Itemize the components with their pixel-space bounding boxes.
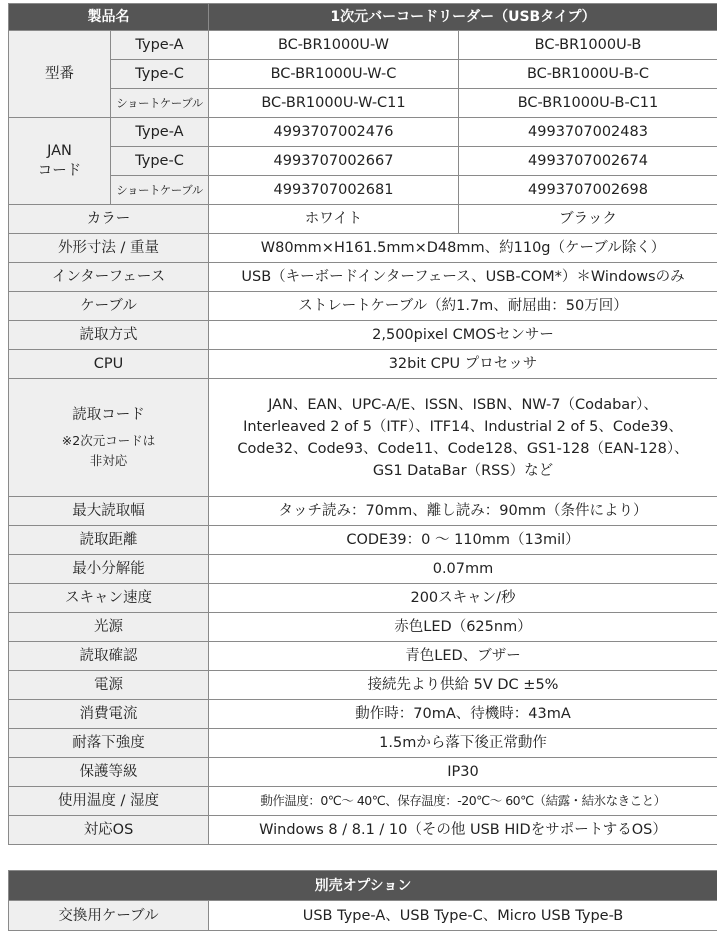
table-row xyxy=(9,584,717,613)
model-short-cable-white: BC-BR1000U-W-C11 xyxy=(209,89,459,118)
table-row xyxy=(9,31,717,60)
color-black: ブラック xyxy=(459,205,717,234)
product-label-header: 製品名 xyxy=(9,4,209,31)
jan-label-line2: コード xyxy=(37,163,82,179)
options-header-row xyxy=(9,871,717,901)
cpu-value: 32bit CPU プロセッサ xyxy=(209,350,717,379)
table-row xyxy=(9,555,717,584)
temperature-label: 使用温度 / 湿度 xyxy=(9,787,209,816)
jan-type-a-black: 4993707002483 xyxy=(459,118,717,147)
read-codes-value xyxy=(209,379,717,497)
temperature-value: 動作温度：0℃～ 40℃、保存温度：-20℃～ 60℃（結露・結氷なきこと） xyxy=(209,787,717,816)
table-row xyxy=(9,147,717,176)
jan-type-c-black: 4993707002674 xyxy=(459,147,717,176)
table-row xyxy=(9,642,717,671)
model-type-c-label: Type-C xyxy=(111,60,209,89)
table-row xyxy=(9,526,717,555)
jan-label xyxy=(9,118,111,205)
drop-resistance-label: 耐落下強度 xyxy=(9,729,209,758)
read-codes-label xyxy=(9,379,209,497)
jan-type-a-label: Type-A xyxy=(111,118,209,147)
read-codes-line2: Interleaved 2 of 5（ITF）、ITF14、Industrial 2 of 5、Code39、 xyxy=(243,418,683,435)
max-read-width-value: タッチ読み：70mm、離し読み：90mm（条件により） xyxy=(209,497,717,526)
jan-type-c-label: Type-C xyxy=(111,147,209,176)
os-label: 対応OS xyxy=(9,816,209,845)
protection-value: IP30 xyxy=(209,758,717,787)
jan-type-c-white: 4993707002667 xyxy=(209,147,459,176)
table-row xyxy=(9,497,717,526)
table-row xyxy=(9,234,717,263)
model-short-cable-black: BC-BR1000U-B-C11 xyxy=(459,89,717,118)
read-codes-note-line2: 非対応 xyxy=(89,452,128,468)
model-type-c-white: BC-BR1000U-W-C xyxy=(209,60,459,89)
color-label: カラー xyxy=(9,205,209,234)
table-row xyxy=(9,613,717,642)
table-row xyxy=(9,787,717,816)
current-value: 動作時：70mA、待機時：43mA xyxy=(209,700,717,729)
model-type-a-white: BC-BR1000U-W xyxy=(209,31,459,60)
min-resolution-label: 最小分解能 xyxy=(9,555,209,584)
scan-speed-label: スキャン速度 xyxy=(9,584,209,613)
table-row xyxy=(9,89,717,118)
table-row xyxy=(9,321,717,350)
jan-short-cable-label: ショートケーブル xyxy=(111,176,209,205)
drop-resistance-value: 1.5mから落下後正常動作 xyxy=(209,729,717,758)
replacement-cable-label: 交換用ケーブル xyxy=(9,901,209,931)
table-row xyxy=(9,118,717,147)
table-row xyxy=(9,758,717,787)
read-distance-value: CODE39：0 ～ 110mm（13mil） xyxy=(209,526,717,555)
read-method-value: 2,500pixel CMOSセンサー xyxy=(209,321,717,350)
replacement-cable-value: USB Type-A、USB Type-C、Micro USB Type-B xyxy=(209,901,717,931)
jan-short-cable-black: 4993707002698 xyxy=(459,176,717,205)
read-codes-line3: Code32、Code93、Code11、Code128、GS1-128（EAN-128）、 xyxy=(237,440,689,457)
dimensions-value: W80mm×H161.5mm×D48mm、約110g（ケーブル除く） xyxy=(209,234,717,263)
table-row xyxy=(9,729,717,758)
read-codes-line1: JAN、EAN、UPC-A/E、ISSN、ISBN、NW-7（Codabar）、 xyxy=(268,396,658,413)
current-label: 消費電流 xyxy=(9,700,209,729)
interface-value: USB（キーボードインターフェース、USB-COM*）＊Windowsのみ xyxy=(209,263,717,292)
jan-type-a-white: 4993707002476 xyxy=(209,118,459,147)
model-type-a-label: Type-A xyxy=(111,31,209,60)
cpu-label: CPU xyxy=(9,350,209,379)
read-codes-line4: GS1 DataBar（RSS）など xyxy=(372,462,554,479)
table-row xyxy=(9,60,717,89)
table-row xyxy=(9,901,717,931)
table-row xyxy=(9,350,717,379)
max-read-width-label: 最大読取幅 xyxy=(9,497,209,526)
read-confirm-label: 読取確認 xyxy=(9,642,209,671)
options-table xyxy=(8,870,717,931)
cable-label: ケーブル xyxy=(9,292,209,321)
min-resolution-value: 0.07mm xyxy=(209,555,717,584)
model-label: 型番 xyxy=(9,31,111,118)
table-row xyxy=(9,292,717,321)
power-label: 電源 xyxy=(9,671,209,700)
jan-label-line1: JAN xyxy=(47,143,72,159)
model-type-c-black: BC-BR1000U-B-C xyxy=(459,60,717,89)
read-codes-label-line1: 読取コード xyxy=(72,406,145,423)
spec-table xyxy=(8,3,717,845)
interface-label: インターフェース xyxy=(9,263,209,292)
dimensions-label: 外形寸法 / 重量 xyxy=(9,234,209,263)
light-source-value: 赤色LED（625nm） xyxy=(209,613,717,642)
protection-label: 保護等級 xyxy=(9,758,209,787)
table-row xyxy=(9,176,717,205)
power-value: 接続先より供給 5V DC ±5% xyxy=(209,671,717,700)
spec-header-row xyxy=(9,4,717,31)
table-row xyxy=(9,263,717,292)
model-short-cable-label: ショートケーブル xyxy=(111,89,209,118)
table-row xyxy=(9,700,717,729)
jan-short-cable-white: 4993707002681 xyxy=(209,176,459,205)
light-source-label: 光源 xyxy=(9,613,209,642)
os-value: Windows 8 / 8.1 / 10（その他 USB HIDをサポートするOS） xyxy=(209,816,717,845)
scan-speed-value: 200スキャン/秒 xyxy=(209,584,717,613)
product-name-header: 1次元バーコードリーダー（USBタイプ） xyxy=(209,4,717,31)
table-row xyxy=(9,816,717,845)
table-row xyxy=(9,379,717,497)
read-method-label: 読取方式 xyxy=(9,321,209,350)
read-codes-note-line1: ※2次元コードは xyxy=(61,432,156,448)
read-distance-label: 読取距離 xyxy=(9,526,209,555)
read-confirm-value: 青色LED、ブザー xyxy=(209,642,717,671)
table-row xyxy=(9,671,717,700)
table-row xyxy=(9,205,717,234)
options-header: 別売オプション xyxy=(9,871,717,901)
model-type-a-black: BC-BR1000U-B xyxy=(459,31,717,60)
color-white: ホワイト xyxy=(209,205,459,234)
cable-value: ストレートケーブル（約1.7m、耐屈曲：50万回） xyxy=(209,292,717,321)
